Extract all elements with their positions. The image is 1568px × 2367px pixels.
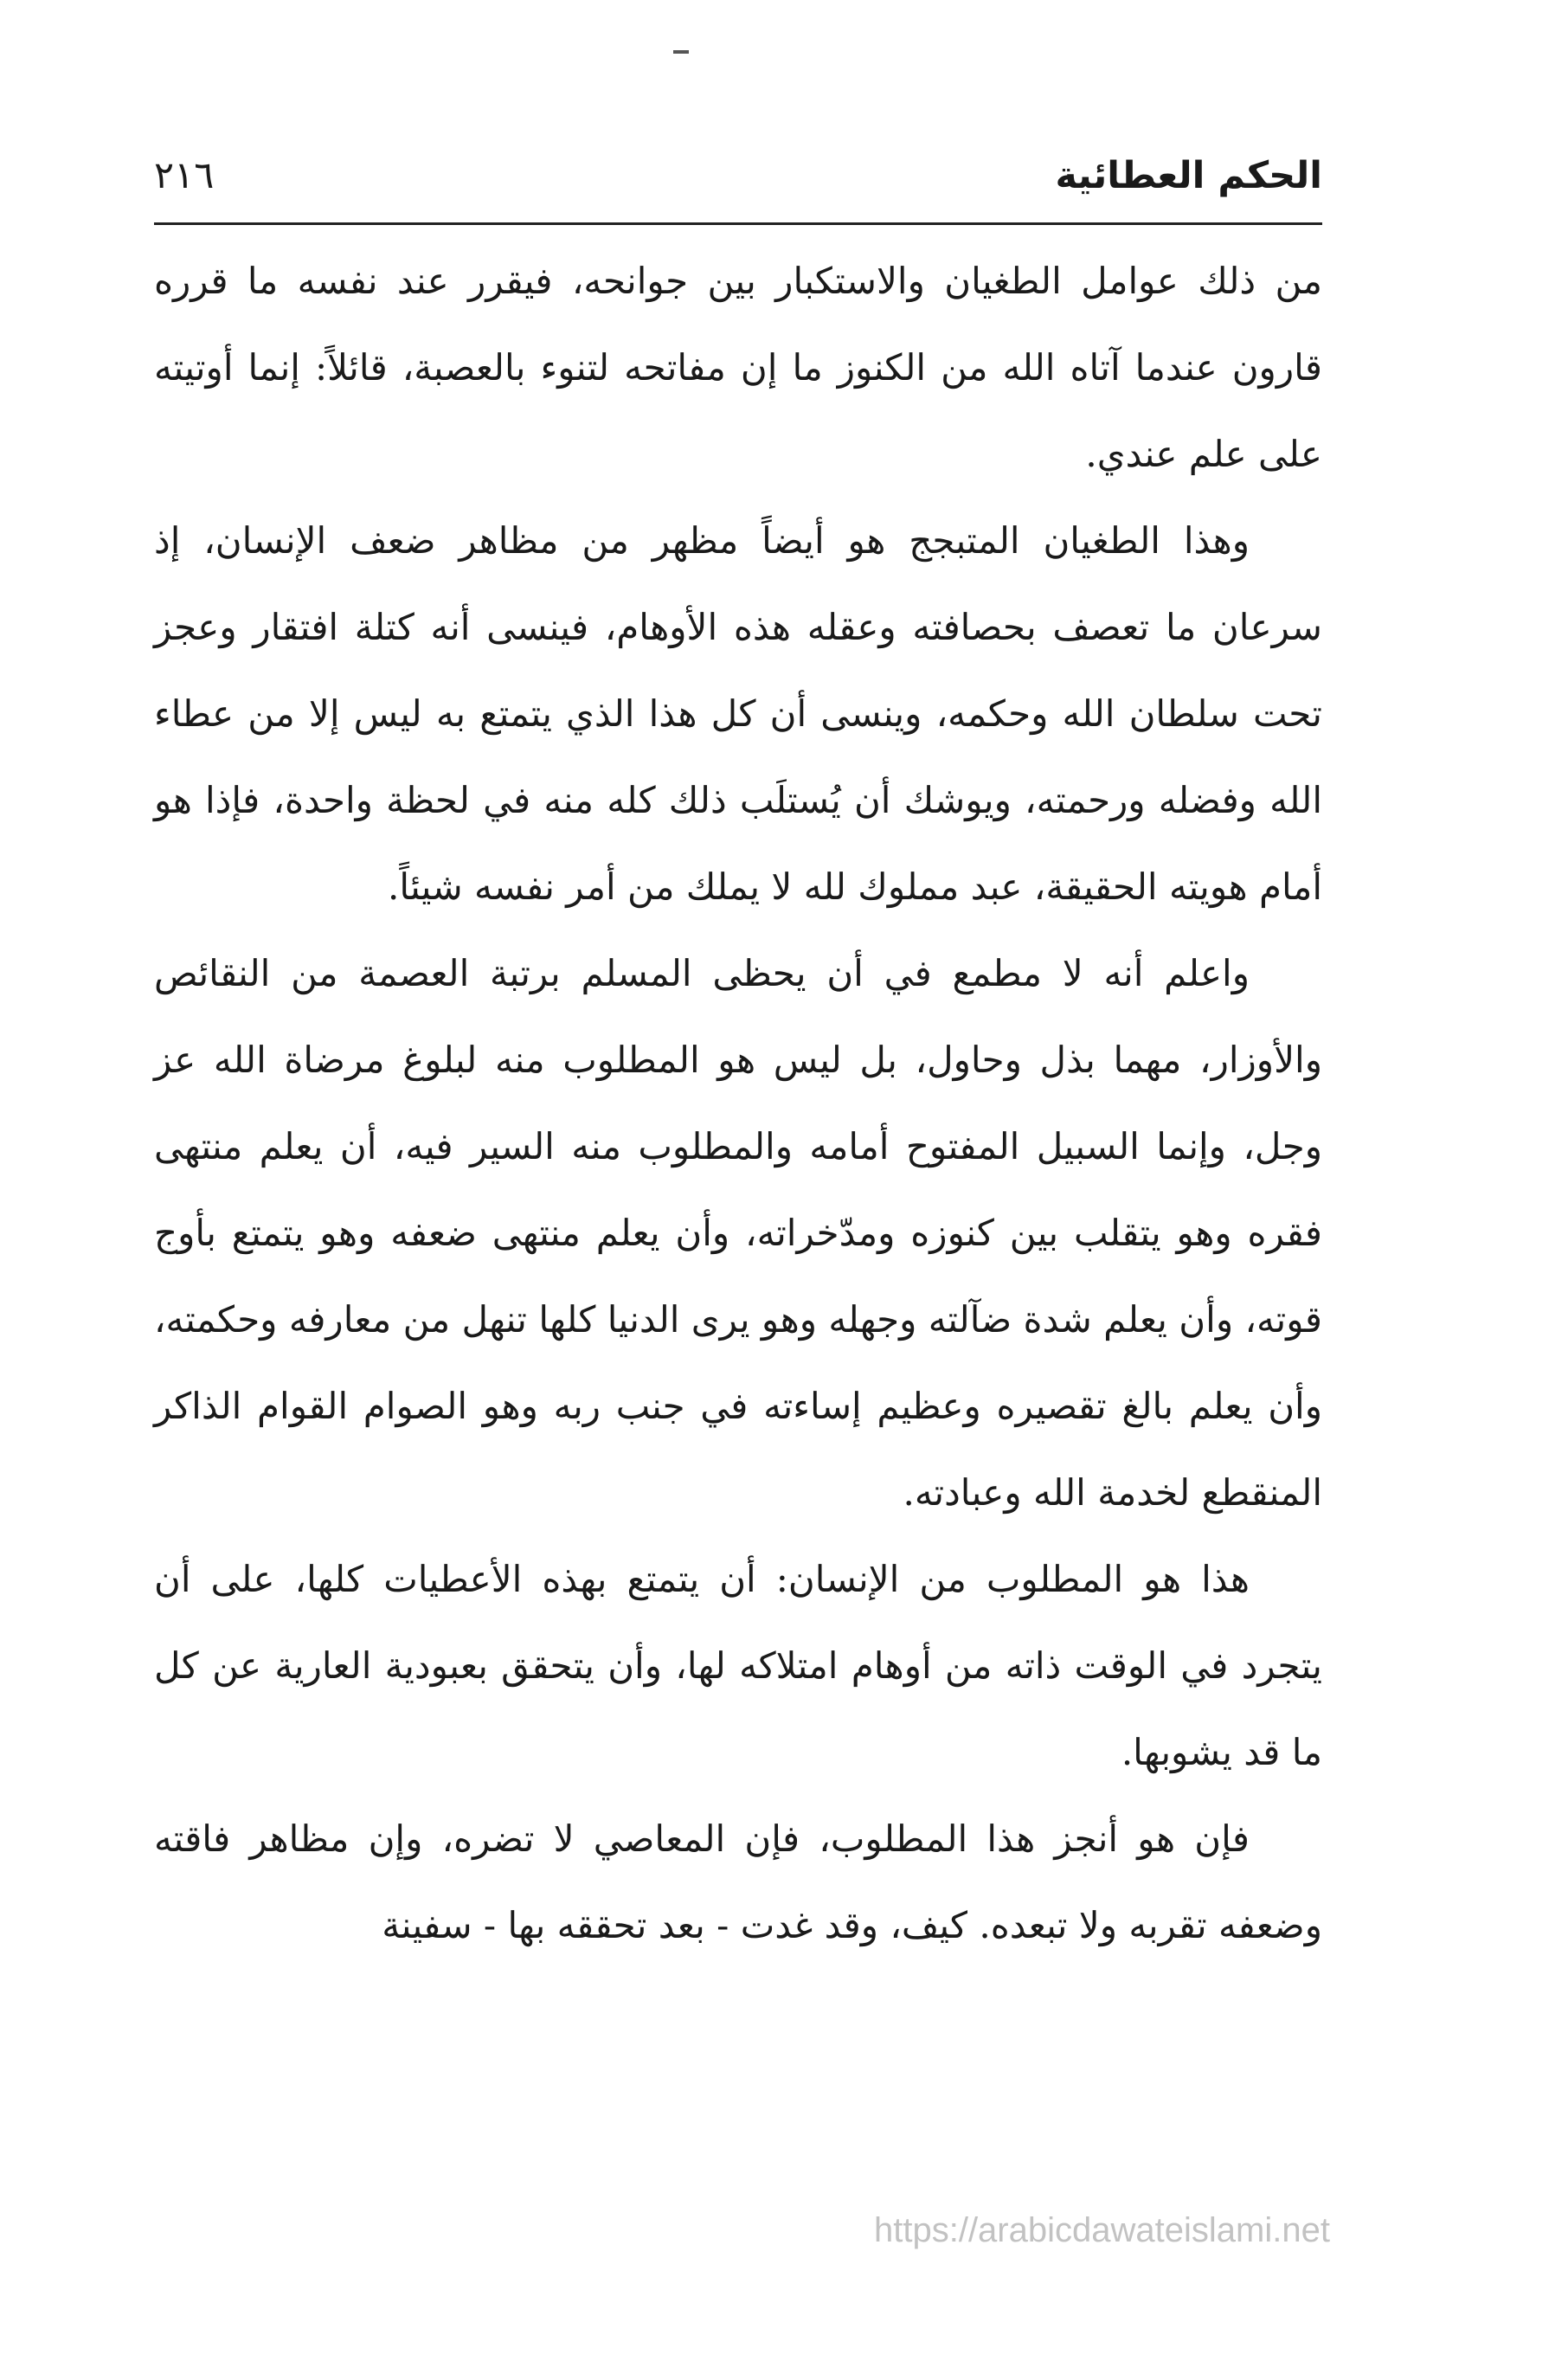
paragraph-5: فإن هو أنجز هذا المطلوب، فإن المعاصي لا تضره، وإن مظاهر فاقته وضعفه تقربه ولا تبعده. كيف، وقد غدت - بعد تحققه بها - سفينة: [154, 1817, 1322, 1946]
page-top-mark: [673, 50, 689, 54]
header-divider: [154, 222, 1322, 225]
page-number: ٢١٦: [154, 154, 215, 197]
page-body: [154, 238, 1322, 1969]
paragraph-1: من ذلك عوامل الطغيان والاستكبار بين جوانحه، فيقرر عند نفسه ما قرره قارون عندما آتاه الله من الكنوز ما إن مفاتحه لتنوء بالعصبة، قائلاً: إنما أوتيته على علم عندي.: [154, 260, 1322, 475]
running-title: الحكم العطائية: [1055, 154, 1322, 197]
paragraph-2: وهذا الطغيان المتبجج هو أيضاً مظهر من مظاهر ضعف الإنسان، إذ سرعان ما تعصف بحصافته وعقله هذه الأوهام، فينسى أنه كتلة افتقار وعجز تحت سلطان الله وحكمه، وينسى أن كل هذا الذي يتمتع به ليس إلا من عطاء الله وفضله ورحمته، ويوشك أن يُستلَب ذلك كله منه في لحظة واحدة، فإذا هو أمام هويته الحقيقة، عبد مملوك لله لا يملك من أمر نفسه شيئاً.: [154, 519, 1322, 908]
watermark-url: https://arabicdawateislami.net: [874, 2211, 1330, 2249]
page-header: [154, 147, 1322, 208]
paragraph-4: هذا هو المطلوب من الإنسان: أن يتمتع بهذه الأعطيات كلها، على أن يتجرد في الوقت ذاته من أوهام امتلاكه لها، وأن يتحقق بعبودية العارية عن كل ما قد يشوبها.: [154, 1558, 1322, 1773]
paragraph-3: واعلم أنه لا مطمع في أن يحظى المسلم برتبة العصمة من النقائص والأوزار، مهما بذل وحاول، بل ليس هو المطلوب منه لبلوغ مرضاة الله عز وجل، وإنما السبيل المفتوح أمامه والمطلوب منه السير فيه، أن يعلم منتهى فقره وهو يتقلب بين كنوزه ومدّخراته، وأن يعلم منتهى ضعفه وهو يتمتع بأوج قوته، وأن يعلم شدة ضآلته وجهله وهو يرى الدنيا كلها تنهل من معارفه وحكمته، وأن يعلم بالغ تقصيره وعظيم إساءته في جنب ربه وهو الصوام القوام الذاكر المنقطع لخدمة الله وعبادته.: [154, 952, 1322, 1514]
